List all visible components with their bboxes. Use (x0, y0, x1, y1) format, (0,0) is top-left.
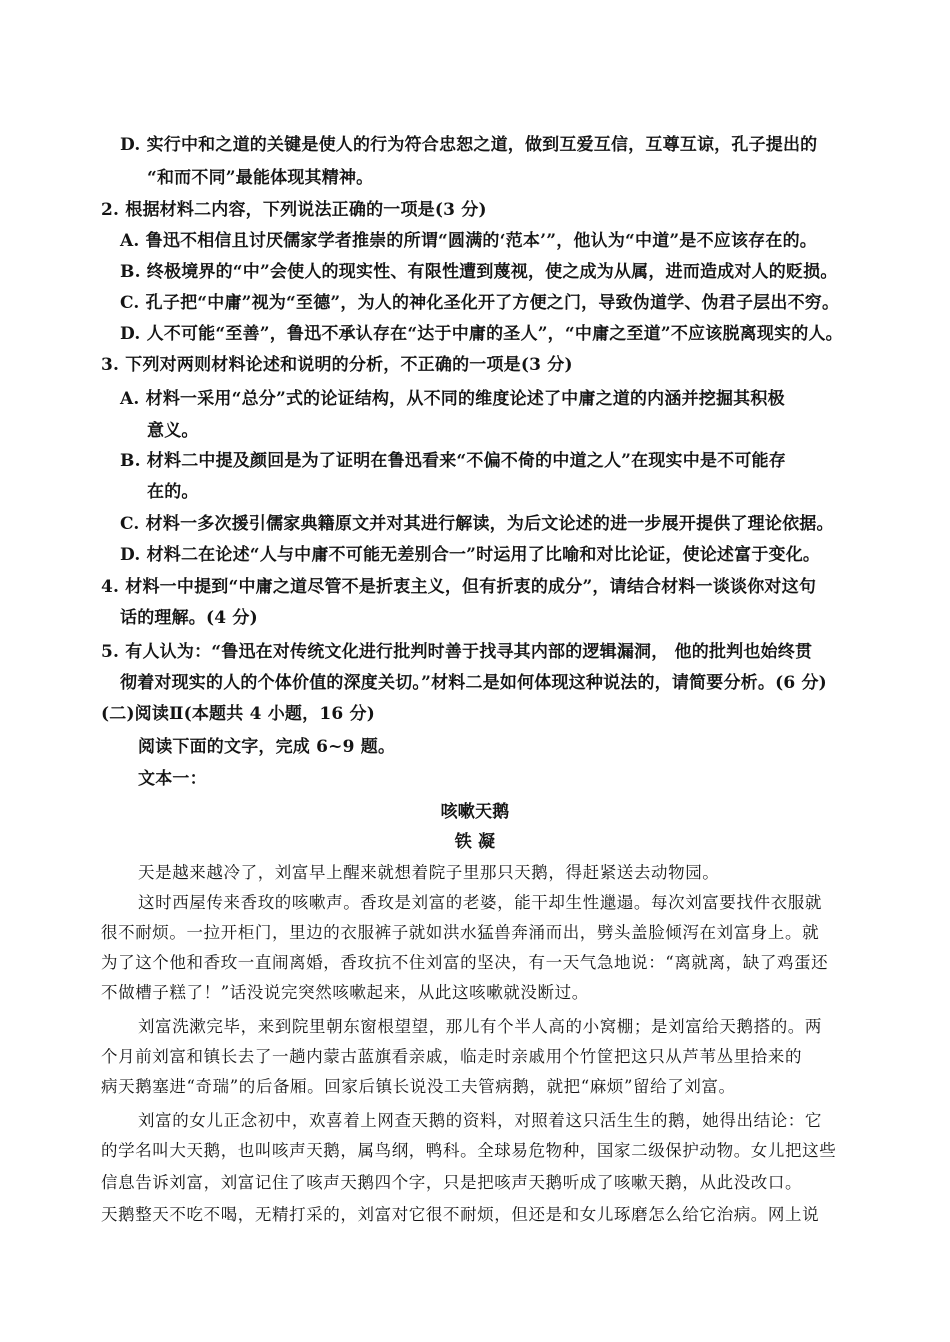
story-line: 很不耐烦。一拉开柜门，里边的衣服裤子就如洪水猛兽奔涌而出，劈头盖脸倾泻在刘富身上。就 (101, 923, 820, 942)
q3-option-b-line2: 在的。 (147, 482, 199, 502)
story-line: 的学名叫大天鹅，也叫咳声天鹅，属鸟纲，鸭科。全球易危物种，国家二级保护动物。女儿把这些 (101, 1141, 837, 1160)
story-line: 这时西屋传来香玫的咳嗽声。香玫是刘富的老婆，能干却生性邋遢。每次刘富要找件衣服就 (138, 893, 822, 912)
story-line: 天鹅整天不吃不喝，无精打采的，刘富对它很不耐烦，但还是和女儿琢磨怎么给它治病。网上说 (101, 1205, 820, 1224)
story-line: 天是越来越冷了，刘富早上醒来就想着院子里那只天鹅，得赶紧送去动物园。 (138, 863, 720, 882)
q2-option-b: B. 终极境界的“中”会使人的现实性、有限性遭到蔑视，使之成为从属，进而造成对人的贬损。 (120, 262, 838, 282)
text1-label: 文本一： (138, 769, 207, 789)
q2-option-c: C. 孔子把“中庸”视为“至德”，为人的神化圣化开了方便之门，导致伪道学、伪君子层出不穷。 (120, 293, 840, 313)
q5-line1: 5. 有人认为：“鲁迅在对传统文化进行批判时善于找寻其内部的逻辑漏洞， 他的批判也始终贯 (101, 642, 813, 662)
q3-option-c: C. 材料一多次援引儒家典籍原文并对其进行解读，为后文论述的进一步展开提供了理论依据。 (120, 514, 834, 534)
q1-option-d-line1: D. 实行中和之道的关键是使人的行为符合忠恕之道，做到互爱互信，互尊互谅，孔子提出的 (120, 135, 818, 155)
story-line: 病天鹅塞进“奇瑞”的后备厢。回家后镇长说没工夫管病鹅，就把“麻烦”留给了刘富。 (101, 1077, 736, 1096)
section2-instruction: 阅读下面的文字，完成 6~9 题。 (138, 737, 396, 757)
q3-option-b-line1: B. 材料二中提及颜回是为了证明在鲁迅看来“不偏不倚的中道之人”在现实中是不可能存 (120, 451, 786, 471)
q3-option-d: D. 材料二在论述“人与中庸不可能无差别合一”时运用了比喻和对比论证，使论述富于变化。 (120, 545, 821, 565)
story-line: 信息告诉刘富，刘富记住了咳声天鹅四个字，只是把咳声天鹅听成了咳嗽天鹅，从此没改口。 (101, 1173, 803, 1192)
q3-option-a-line2: 意义。 (147, 421, 199, 441)
story-title: 咳嗽天鹅 (440, 802, 510, 822)
q2-option-d: D. 人不可能“至善”，鲁迅不承认存在“达于中庸的圣人”，“中庸之至道”不应该脱离现实的人。 (120, 324, 843, 344)
q4-line1: 4. 材料一中提到“中庸之道尽管不是折衷主义，但有折衷的成分”，请结合材料一谈谈你对这句 (101, 577, 817, 597)
section2-heading: (二)阅读Ⅱ(本题共 4 小题，16 分) (101, 704, 375, 724)
q1-option-d-line2: “和而不同”最能体现其精神。 (147, 168, 374, 188)
story-line: 刘富的女儿正念初中，欢喜着上网查天鹅的资料，对照着这只活生生的鹅，她得出结论：它 (138, 1111, 822, 1130)
q2-stem: 2. 根据材料二内容，下列说法正确的一项是(3 分) (101, 200, 487, 220)
q5-line2: 彻着对现实的人的个体价值的深度关切。”材料二是如何体现这种说法的，请简要分析。(6 分) (120, 673, 827, 693)
q3-option-a-line1: A. 材料一采用“总分”式的论证结构，从不同的维度论述了中庸之道的内涵并挖掘其积极 (120, 389, 785, 409)
story-line: 刘富洗漱完毕，来到院里朝东窗根望望，那儿有个半人高的小窝棚；是刘富给天鹅搭的。两 (138, 1017, 822, 1036)
story-line: 个月前刘富和镇长去了一趟内蒙古蓝旗看亲戚，临走时亲戚用个竹筐把这只从芦苇丛里拾来的 (101, 1047, 803, 1066)
story-line: 不做槽子糕了！”话没说完突然咳嗽起来，从此这咳嗽就没断过。 (101, 983, 589, 1002)
q2-option-a: A. 鲁迅不相信且讨厌儒家学者推崇的所谓“圆满的‘范本’”，他认为“中道”是不应该存在的。 (120, 231, 817, 251)
story-line: 为了这个他和香玫一直闹离婚，香玫抗不住刘富的坚决，有一天气急地说：“离就离，缺了鸡蛋还 (101, 953, 829, 972)
story-author: 铁 凝 (454, 832, 496, 852)
q4-line2: 话的理解。(4 分) (120, 608, 258, 628)
q3-stem: 3. 下列对两则材料论述和说明的分析，不正确的一项是(3 分) (101, 355, 573, 375)
